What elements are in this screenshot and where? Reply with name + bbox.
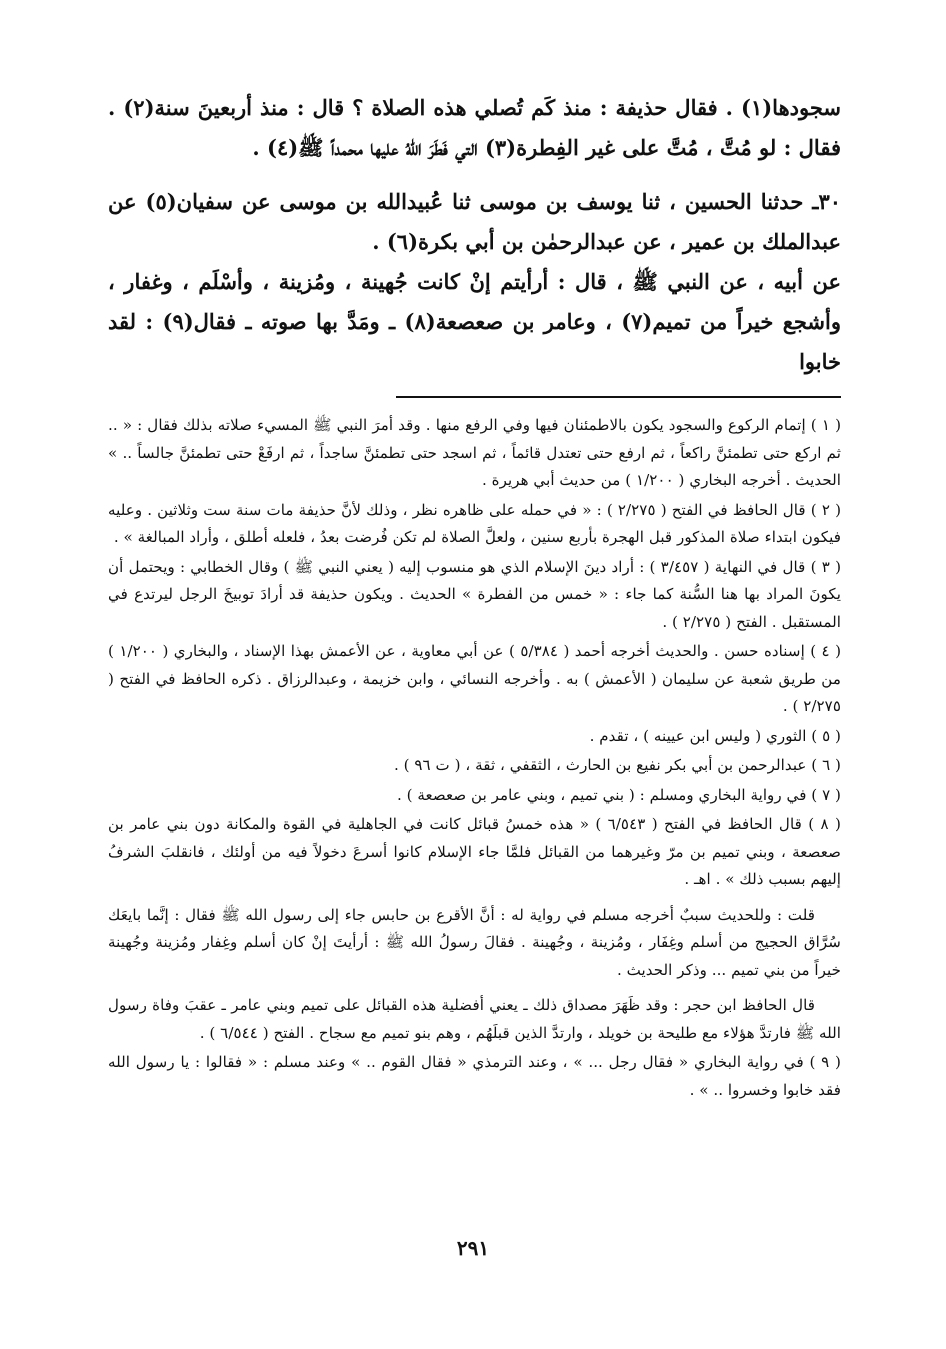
footnote-4: ( ٤ ) إسناده حسن . والحديث أخرجه أحمد ( ٥/٣٨٤ ) عن أبي معاوية ، عن الأعمش بهذا الإسناد ، والبخاري ( ١/٢٠٠ ) من طريق شعبة عن سليمان ( الأعمش ) به . وأخرجه النسائي ، وابن خزيمة ، وعبدالرزاق . ذكره الحافظ في الفتح ( ٢/٢٧٥ ) . bbox=[108, 642, 841, 715]
main-paragraph-1: سجودها(١) . فقال حذيفة : منذ كَم تُصلي هذه الصلاة ؟ قال : منذ أربعينَ سنة(٢) . فقال : لو مُتَّ ، مُتَّ على غير الفِطرة(٣) التي فَطَرَ اللهُ عليها محمداً ﷺ(٤) . bbox=[108, 95, 841, 160]
hadith-30-chain: ٣٠ـ حدثنا الحسين ، ثنا يوسف بن موسى ثنا عُبيدالله بن موسى عن سفيان(٥) عن عبدالملك بن عمير ، عن عبدالرحمٰن بن أبي بكرة(٦) . bbox=[108, 189, 841, 254]
footnote-8: ( ٨ ) قال الحافظ في الفتح ( ٦/٥٤٣ ) « هذه خمسُ قبائل كانت في الجاهلية في القوة والمكانة دون بني عامر بن صعصعة ، وبني تميم بن مرّ وغيرهما من القبائل فلمَّا جاء الإسلام كانوا أسرعَ دخولاً فيه من أولئك ، فانقلبَ الشرفُ إليهم بسبب ذلك » . اهـ . bbox=[108, 815, 841, 888]
footnote-8-ibn-hajar: قال الحافظ ابن حجر : وقد ظَهَرَ مصداق ذلك ـ يعني أفضلية هذه القبائل على تميم وبني عامر ـ عقبَ وفاة رسول الله ﷺ فارتدَّ هؤلاء مع طليحة بن خويلد ، وارتدَّ الذين قبلَهُم ، وهم بنو تميم مع سجاح . الفتح ( ٦/٥٤٤ ) . bbox=[108, 996, 841, 1042]
footnotes bbox=[108, 412, 841, 1104]
footnote-6: ( ٦ ) عبدالرحمن بن أبي بكر نفيع بن الحارث ، الثقفي ، ثقة ، ( ت ٩٦ ) . bbox=[393, 756, 841, 774]
footnote-1: ( ١ ) إتمام الركوع والسجود يكون بالاطمئنان فيها وفي الرفع منها . وقد أمرَ النبي ﷺ المسيء صلاته بذلك فقال : « .. ثم اركع حتى تطمئنَّ راكعاً ، ثم ارفع حتى تعتدل قائماً ، ثم اسجد حتى تطمئنَّ ساجداً ، ثم ارفَعْ حتى تطمئنَّ جالساً .. » الحديث . أخرجه البخاري ( ١/٢٠٠ ) من حديث أبي هريرة . bbox=[108, 416, 841, 489]
book-page bbox=[108, 88, 841, 1106]
hadith-30-text: عن أبيه ، عن النبي ﷺ ، قال : أرأيتم إنْ كانت جُهينة ، ومُزينة ، وأسْلَم ، وغفار ، وأشجع خيراً من تميم(٧) ، وعامر بن صعصعة(٨) ـ ومَدَّ بها صوته ـ فقال(٩) : لقد خابوا bbox=[108, 269, 841, 374]
footnote-2: ( ٢ ) قال الحافظ في الفتح ( ٢/٢٧٥ ) : « في حمله على ظاهره نظر ، وذلك لأنَّ حذيفة مات سنة ست وثلاثين . وعليه فيكون ابتداء صلاة المذكور قبل الهجرة بأربع سنين ، ولعلَّ الصلاة لم تكن فُرضت بعدُ ، فلعله أطلق ، وأراد المبالغة » . bbox=[108, 500, 841, 546]
footnote-divider bbox=[396, 396, 841, 398]
footnote-3: ( ٣ ) قال في النهاية ( ٣/٤٥٧ ) : أراد دينَ الإسلام الذي هو منسوب إليه ( يعني النبي ﷺ ) وقال الخطابي : ويحتمل أن يكونَ المراد بها هنا السُّنة كما جاء : « خمس من الفطرة » الحديث . ويكون حذيفة قد أرادَ توبيخَ الرجل ليرتدع في المستقبل . الفتح ( ٢/٢٧٥ ) . bbox=[108, 557, 841, 631]
footnote-8-remark: قلت : وللحديث سببٌ أخرجه مسلم في رواية له : أنَّ الأقرع بن حابس جاء إلى رسول الله ﷺ فقال : إنَّما بايعَك سُرَّاق الحجيج من أسلم وغِفَار ، ومُزينة ، وجُهينة . فقالَ رسولُ الله ﷺ : أرأيتَ إنْ كان أسلم وغِفار ومُزينة وجُهينة خيراً من بني تميم ... وذكر الحديث . bbox=[108, 905, 841, 979]
footnote-5: ( ٥ ) الثوري ( وليس ابن عيينه ) ، تقدم . bbox=[589, 726, 841, 745]
page-number: ٢٩١ bbox=[456, 1236, 490, 1260]
main-text bbox=[108, 88, 841, 382]
footnote-9: ( ٩ ) في رواية البخاري « فقال رجل ... » ، وعند الترمذي « فقال القوم .. » وعند مسلم : « فقالوا : يا رسول الله فقد خابوا وخسروا .. » . bbox=[108, 1053, 841, 1099]
footnote-7: ( ٧ ) في رواية البخاري ومسلم : ( بني تميم ، وبني عامر بن صعصعة ) . bbox=[396, 785, 841, 804]
